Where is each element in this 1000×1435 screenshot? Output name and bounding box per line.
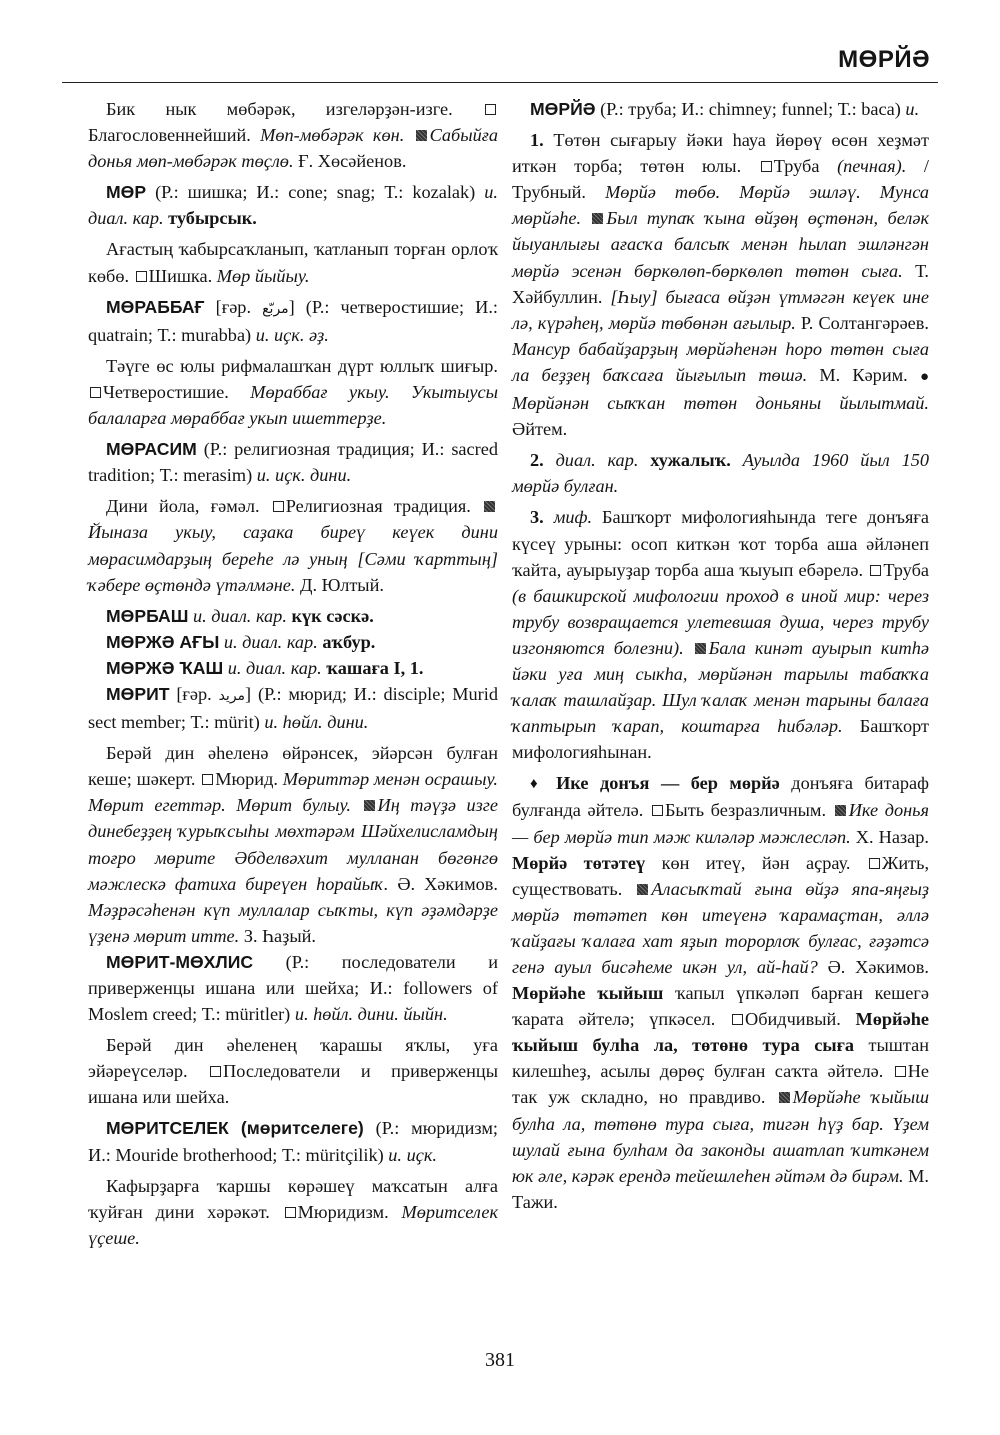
translation-marker-icon xyxy=(90,387,101,398)
page-header xyxy=(62,38,938,83)
entry-murabbag: МӨРАББАҒ [ғәр. مربّع] (Р.: четверостишие; И.: quatrain; Т.: murabba) и. иҫк. әҙ. xyxy=(88,296,498,345)
entry-moritselek: МӨРИТСЕЛЕК (мөритселеге) (Р.: мюридизм; И.: Mouride brotherhood; Т.: müritçilik) и. иҫк. xyxy=(88,1118,498,1165)
translation-marker-icon xyxy=(652,805,663,816)
translation-marker-icon xyxy=(273,501,284,512)
entry-morit: МӨРИТ [ғәр. مريد] (Р.: мюрид; И.: disciple; Murid sect member; Т.: mürit) и. һөйл. дини. xyxy=(88,683,498,733)
phraseology: ♦ Ике донъя — бер мөрйә донъяға битараф булғанда әйтелә. Быть безразличным. Ике донья — бер мөрйә тип мәж киләләр мәжлесләп. Х. Назар. Мөрйә төтәтеү көн итеү, йән аҫрау. Жить, существовать. Аласыҡтай ғына өйҙә япа-яңғыҙ мөрйә төтәтеп көн итеүенә ҡарамаҫтан, әллә ҡайҙағы ҡалаға хат яҙып торорлоҡ булғас, ғәҙәтсә генә ауыл бисәһеме икән ул, ай-һай? Ә. Хәкимов. Мөрйәһе ҡыйыш ҡапыл үпкәләп барған кешегә ҡарата әйтелә; үпкәсел. Обидчивый. Мөрйәһе ҡыйыш булһа ла, төтөнө тура сыға тыштан килешһеҙ, асылы дөрөҫ булған саҡта әйтелә. Не так уж складно, но правдиво. Мөрйәһе ҡыйыш булһа ла, төтөнө тура сыға, тигән һүҙ бар. Үҙем шулай ғына булһам да законды ашатлап ҡиткәнем юк әле, кәрәк ерендә тейешлеһен әйтәм дә бирәм. М. Тажи. xyxy=(512,773,930,1212)
definition: Кафырҙарға ҡаршы көрәшеү маҡсатын алға ҡуйған дини хәрәкәт. Мюридизм. Мөритселек үҫеше. xyxy=(88,1175,499,1248)
example-marker-icon xyxy=(416,130,427,141)
example-marker-icon xyxy=(835,805,846,816)
example-marker-icon xyxy=(637,884,648,895)
left-column xyxy=(88,96,498,1251)
example-marker-icon xyxy=(364,800,375,811)
definition: Ағастың ҡабырсаҡланып, ҡатланып торған орлоҡ көбө. Шишка. Мөр йыйыу. xyxy=(88,239,498,286)
example-marker-icon xyxy=(592,213,603,224)
translation-marker-icon xyxy=(732,1014,743,1025)
translation-marker-icon xyxy=(285,1207,296,1218)
example-marker-icon xyxy=(695,643,706,654)
example-marker-icon xyxy=(779,1092,790,1103)
entry-morasim: МӨРАСИМ (Р.: религиозная традиция; И.: sacred tradition; Т.: merasim) и. иҫк. дини. xyxy=(88,439,499,486)
sense-3: 3. миф. Башҡорт мифологияһында теге донъяға күсеү урыны: осоп киткән ҡот торба аша әйләнеп ҡайта, ауырыуҙар торба аша ҡыуып ебәрелә. Труба (в башкирской мифологии проход в иной мир: через трубу возвращается улетевшая душа, через трубу изгоняются болезни). Бала кинәт ауырып китһә йәки уға миң сыкһа, мөрйәнән тарылы табаҡҡа ҡалаҡ ташлайҙар. Шул ҡалаҡ менән тарыны балаға ҡаптырып ҡарап, коштарға һибәләр. Башҡорт мифологияһынан. xyxy=(512,507,930,763)
phrase-marker-icon: ♦ xyxy=(530,776,545,793)
translation-marker-icon xyxy=(870,565,881,576)
entry-moryo: МӨРЙӘ (Р.: труба; И.: chimney; funnel; Т.: baca) и. xyxy=(530,99,920,119)
definition: Берәй дин әһеленә өйрәнсек, эйәрсән булған кеше; шәкерт. Мюрид. Мөриттәр менән осрашыу. Мөрит егеттәр. Мөрит булыу. Иң тәүҙә изге динебеҙҙең ҡурыҡсыһы мөхтәрәм Шәйхелисламдың тоғро мөрите Әбделвәхит мулланан бөгөнгө мәжлескә фатиха биреүен һорайыҡ. Ә. Хәкимов. Мәҙрәсәһенән күп муллалар сыҡты, күп әҙәмдәрҙе үҙенә мөрит итте. З. Һаҙый. xyxy=(88,743,498,946)
entry-continuation: Бик нык мөбәрәк, изгеләрҙән-изге. Благословеннейший. Мөп-мөбәрәк көн. Сабыйға донья мөп-мөбәрәк төҫлө. Ғ. Хөсәйенов. xyxy=(88,99,499,172)
translation-marker-icon xyxy=(761,161,772,172)
translation-marker-icon xyxy=(136,271,147,282)
entry-morit-mohlis: МӨРИТ-МӨХЛИС (Р.: последователи и приверженцы ишана или шейха; И.: followers of Moslem creed; Т.: müritler) и. һөйл. дини. йыйн. xyxy=(88,951,499,1025)
sense-1: 1. Төтөн сығарыу йәки һауа йөрөү өсөн хеҙмәт иткән торба; төтөн юлы. Труба (печная). / Трубный. Мөрйә төбө. Мөрйә эшләү. Мунса мөрйәһе. Был тупаҡ ҡына өйҙөң өҫтөнән, беләк йыуанлығы ағасҡа балсыҡ менән һылап эшләнгән мөрйә эсенән бөркөлөп-бөркөлөп төтөн сыға. Т. Хәйбуллин. [Һыу] бығаса өйҙән үтмәгән кеүек ине лә, күрәһең, мөрйә төбөнән ағылыр. Р. Солтангәрәев. Мансур бабайҙарҙың мөрйәһенән һоро төтөн сыға ла беҙҙең баҡсаға йығылып төшә. М. Кәрим. ● Мөрйәнән сыҡҡан төтөн доньяны йылытмай. Әйтем. xyxy=(512,130,929,440)
sense-2: 2. диал. кар. хужалыҡ. Ауылда 1960 йыл 150 мөрйә булған. xyxy=(512,450,930,497)
definition: Берәй дин әһеленең ҡарашы яҡлы, уға эйәреүселәр. Последователи и приверженцы ишана или шейха. xyxy=(88,1035,498,1108)
example-marker-icon xyxy=(484,501,495,512)
translation-marker-icon xyxy=(895,1066,906,1077)
translation-marker-icon xyxy=(485,104,496,115)
translation-marker-icon xyxy=(210,1066,221,1077)
right-column xyxy=(512,96,929,1215)
translation-marker-icon xyxy=(202,774,213,785)
translation-marker-icon xyxy=(869,858,880,869)
definition: Дини йола, ғәмәл. Религиозная традиция. Йыназа укыу, саҙака биреү кеүек дини мөрасимдарҙың береһе лә уның [Сәми ҡарттың] ҡәбере өҫтөндә үтәлмәне. Д. Юлтый. xyxy=(88,496,498,595)
entry-morzha-agy: МӨРЖӘ АҒЫ и. диал. кар. аҡбур. xyxy=(106,631,376,652)
definition: Тәүге өс юлы рифмалашҡан дүрт юллыҡ шиғыр. Четверостишие. Мөраббағ укыу. Укытыусы балаларға мөраббағ укып ишеттерҙе. xyxy=(88,355,498,429)
page-number: 381 xyxy=(485,1349,515,1371)
proverb-marker-icon: ● xyxy=(919,368,929,385)
entry-morzha-kash: МӨРЖӘ ҠАШ и. диал. кар. ҡашаға I, 1. xyxy=(106,657,424,678)
running-head: МӨРЙӘ xyxy=(838,46,930,73)
entry-morbash: МӨРБАШ и. диал. кар. күк сәскә. xyxy=(106,605,374,626)
entry-mor: МӨР (Р.: шишка; И.: cone; snag; Т.: kozalak) и. диал. кар. тубырсык. xyxy=(88,182,498,229)
